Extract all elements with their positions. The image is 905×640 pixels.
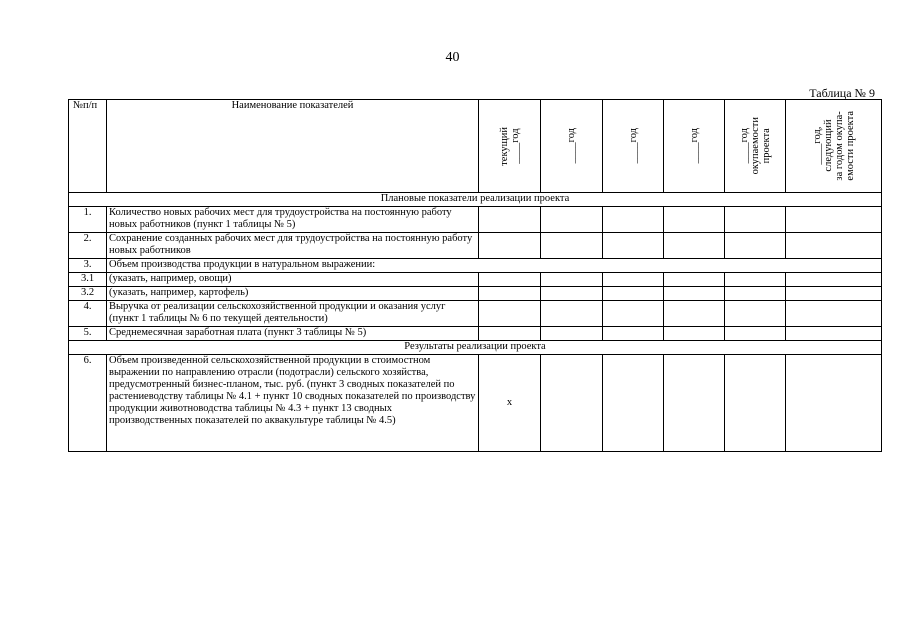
table-row: [69, 327, 882, 341]
value-cell[interactable]: [664, 301, 725, 327]
value-cell[interactable]: [541, 287, 603, 301]
row-num: 4.: [69, 301, 107, 327]
value-cell[interactable]: [725, 301, 786, 327]
header-num: №п/п: [69, 100, 107, 193]
value-cell-x: x: [479, 355, 541, 452]
row-num: 2.: [69, 233, 107, 259]
value-cell[interactable]: [603, 273, 664, 287]
header-year-current: текущий ____год: [479, 100, 541, 193]
section-planned: [69, 193, 882, 207]
table-row: [69, 287, 882, 301]
value-cell[interactable]: [541, 207, 603, 233]
value-cell[interactable]: [786, 273, 882, 287]
row-num: 5.: [69, 327, 107, 341]
value-cell[interactable]: [541, 301, 603, 327]
value-cell[interactable]: [786, 287, 882, 301]
row-name: Объем производства продукции в натуральном выражении:: [107, 259, 882, 273]
value-cell[interactable]: [603, 287, 664, 301]
header-name: Наименование показателей: [107, 100, 479, 193]
value-cell[interactable]: [725, 233, 786, 259]
value-cell[interactable]: [603, 301, 664, 327]
value-cell[interactable]: [725, 207, 786, 233]
value-cell[interactable]: [786, 207, 882, 233]
table-row: [69, 233, 882, 259]
header-year-3: ____год: [603, 100, 664, 193]
value-cell[interactable]: [541, 355, 603, 452]
section-results: [69, 341, 882, 355]
value-cell[interactable]: [603, 233, 664, 259]
row-name: Объем произведенной сельскохозяйственной продукции в стоимостном выражении по направлению отрасли (подотрасли) сельского хозяйства, предусмотренный бизнес-планом, тыс. руб. (пункт 3 сводных показателей по растениеводству таблицы № 4.1 + пункт 10 сводных показателей по производству продукции животноводства таблицы № 4.3 + пункт 13 сводных производственных показателей по аквакультуре таблицы № 4.5): [107, 355, 479, 452]
row-name: (указать, например, картофель): [107, 287, 479, 301]
row-name: Среднемесячная заработная плата (пункт 3 таблицы № 5): [107, 327, 479, 341]
table-row: [69, 273, 882, 287]
row-name: Выручка от реализации сельскохозяйственной продукции и оказания услуг (пункт 1 таблицы № 6 по текущей деятельности): [107, 301, 479, 327]
value-cell[interactable]: [725, 327, 786, 341]
header-year-after-payback: ____год, следующий за годом окупа- емости проекта: [786, 100, 882, 193]
value-cell[interactable]: [664, 233, 725, 259]
row-num: 3.: [69, 259, 107, 273]
value-cell[interactable]: [664, 207, 725, 233]
indicators-table: [68, 99, 882, 452]
value-cell[interactable]: [603, 327, 664, 341]
value-cell[interactable]: [479, 287, 541, 301]
table-row: [69, 355, 882, 452]
value-cell[interactable]: [664, 355, 725, 452]
header-row: [69, 100, 882, 193]
table-label: Таблица № 9: [809, 86, 875, 100]
table-row: [69, 207, 882, 233]
page-number: 40: [445, 50, 460, 65]
section-results-title: Результаты реализации проекта: [69, 341, 882, 355]
value-cell[interactable]: [541, 273, 603, 287]
row-num: 6.: [69, 355, 107, 452]
value-cell[interactable]: [786, 327, 882, 341]
value-cell[interactable]: [541, 327, 603, 341]
value-cell[interactable]: [664, 273, 725, 287]
header-year-payback: ____год окупаемости проекта: [725, 100, 786, 193]
value-cell[interactable]: [479, 327, 541, 341]
value-cell[interactable]: [725, 273, 786, 287]
table-row: [69, 301, 882, 327]
row-name: Количество новых рабочих мест для трудоустройства на постоянную работу новых работников (пункт 1 таблицы № 5): [107, 207, 479, 233]
value-cell[interactable]: [664, 327, 725, 341]
value-cell[interactable]: [603, 207, 664, 233]
row-num: 3.1: [69, 273, 107, 287]
value-cell[interactable]: [479, 233, 541, 259]
value-cell[interactable]: [664, 287, 725, 301]
value-cell[interactable]: [479, 207, 541, 233]
value-cell[interactable]: [786, 355, 882, 452]
row-name: (указать, например, овощи): [107, 273, 479, 287]
value-cell[interactable]: [479, 273, 541, 287]
value-cell[interactable]: [479, 301, 541, 327]
row-num: 1.: [69, 207, 107, 233]
value-cell[interactable]: [725, 287, 786, 301]
header-year-4: ____год: [664, 100, 725, 193]
header-year-2: ____год: [541, 100, 603, 193]
row-num: 3.2: [69, 287, 107, 301]
section-planned-title: Плановые показатели реализации проекта: [69, 193, 882, 207]
row-name: Сохранение созданных рабочих мест для трудоустройства на постоянную работу новых работников: [107, 233, 479, 259]
value-cell[interactable]: [603, 355, 664, 452]
value-cell[interactable]: [725, 355, 786, 452]
value-cell[interactable]: [786, 233, 882, 259]
table-row: [69, 259, 882, 273]
value-cell[interactable]: [786, 301, 882, 327]
value-cell[interactable]: [541, 233, 603, 259]
